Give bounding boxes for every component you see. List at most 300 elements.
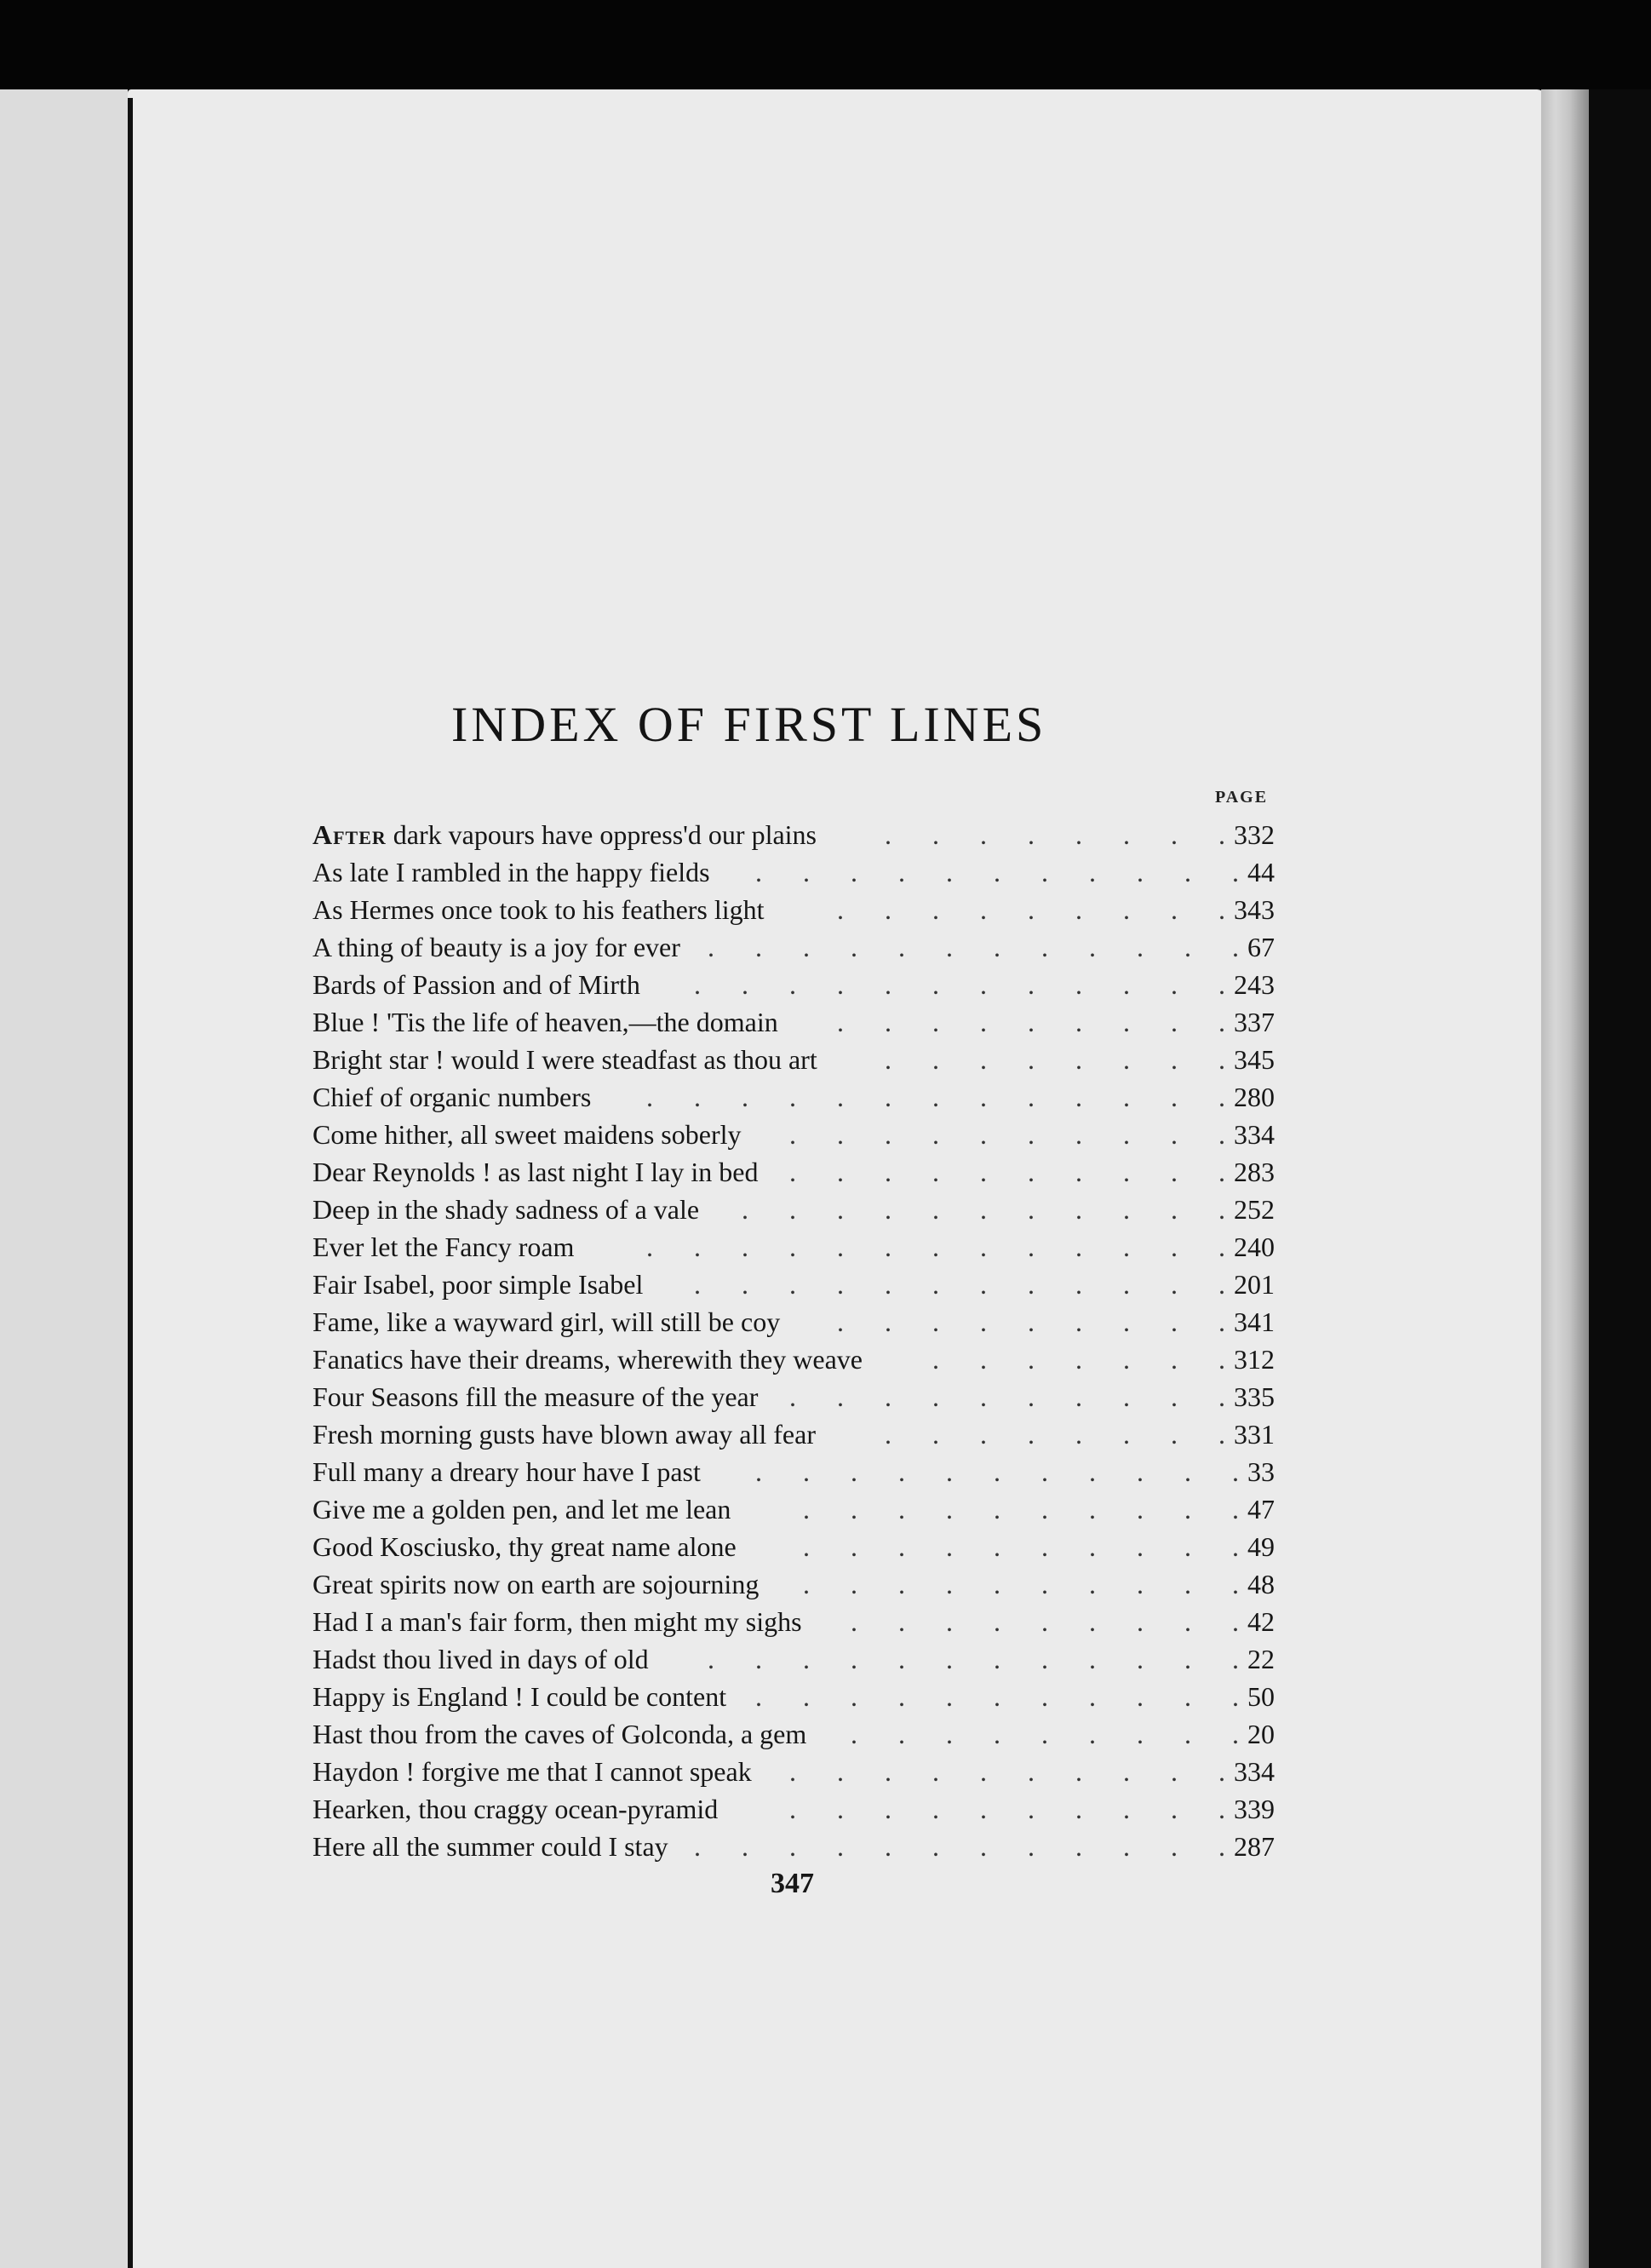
leader-dot: . xyxy=(885,1831,891,1862)
leader-dot: . xyxy=(1028,1269,1035,1300)
first-line-rest: As late I rambled in the happy fields xyxy=(312,857,710,887)
leader-dot: . xyxy=(646,1232,653,1262)
page-ref: 343 xyxy=(1234,894,1275,925)
leader-dot: . xyxy=(1041,1531,1048,1562)
first-line-rest: Bards of Passion and of Mirth xyxy=(312,969,640,1000)
leader-dot: . xyxy=(1123,1344,1130,1375)
leader-dot: . xyxy=(837,1007,844,1037)
leader-dot: . xyxy=(1123,894,1130,925)
index-entry xyxy=(312,966,1275,1003)
page-ref: 312 xyxy=(1234,1344,1275,1375)
leader-dot: . xyxy=(980,1794,987,1824)
leader-dot: . xyxy=(789,1381,796,1412)
leader-dot: . xyxy=(1232,1494,1239,1524)
leader-dot: . xyxy=(994,1531,1000,1562)
leader-dot: . xyxy=(1041,1456,1048,1487)
leader-dot: . xyxy=(932,969,939,1000)
page-ref: 283 xyxy=(1234,1157,1275,1187)
leader-dot: . xyxy=(1184,1681,1191,1712)
leader-dot: . xyxy=(1028,969,1035,1000)
first-line-text xyxy=(312,1828,668,1865)
leader-dot: . xyxy=(885,1269,891,1300)
leader-dot: . xyxy=(1171,1381,1178,1412)
page-ref: 345 xyxy=(1234,1044,1275,1075)
leader-dot: . xyxy=(1171,1044,1178,1075)
leader-dot: . xyxy=(994,1456,1000,1487)
leader-dot: . xyxy=(898,1644,905,1674)
leader-dot: . xyxy=(885,1381,891,1412)
leader-dot: . xyxy=(994,1681,1000,1712)
leader-dot: . xyxy=(994,857,1000,887)
leader-dot: . xyxy=(885,1306,891,1337)
leader-dot: . xyxy=(803,1569,810,1599)
leader-dot: . xyxy=(1028,1831,1035,1862)
first-line-text xyxy=(312,816,817,853)
page-ref: 287 xyxy=(1234,1831,1275,1862)
leader-dot: . xyxy=(994,1606,1000,1637)
leader-dot: . xyxy=(1218,894,1225,925)
leader-dot: . xyxy=(1218,1007,1225,1037)
leader-dot: . xyxy=(1028,1119,1035,1150)
leader-dot: . xyxy=(1218,969,1225,1000)
index-entry xyxy=(312,1828,1275,1865)
leader-dot: . xyxy=(946,1644,953,1674)
index-entry xyxy=(312,1228,1275,1266)
leader-dot: . xyxy=(708,1644,714,1674)
first-line-rest: Chief of organic numbers xyxy=(312,1082,592,1112)
leader-dot: . xyxy=(994,1494,1000,1524)
leader-dot: . xyxy=(1184,1569,1191,1599)
leader-dot: . xyxy=(1075,1007,1082,1037)
leader-dot: . xyxy=(1171,1119,1178,1150)
index-entry xyxy=(312,1753,1275,1790)
leader-dot: . xyxy=(803,1681,810,1712)
first-line-text xyxy=(312,1453,701,1490)
leader-dot: . xyxy=(980,894,987,925)
leader-dot: . xyxy=(1123,1831,1130,1862)
leader-dot: . xyxy=(1137,1681,1144,1712)
leader-dot: . xyxy=(742,969,748,1000)
leader-dot: . xyxy=(851,1531,857,1562)
leader-dot: . xyxy=(837,1194,844,1225)
leader-dot: . xyxy=(1184,1456,1191,1487)
leader-dot: . xyxy=(932,894,939,925)
page-ref: 243 xyxy=(1234,969,1275,1000)
page-ref: 240 xyxy=(1234,1232,1275,1262)
leader-dot: . xyxy=(946,932,953,962)
first-line-text xyxy=(312,1078,591,1116)
leader-dot: . xyxy=(980,1306,987,1337)
leader-dot: . xyxy=(837,1756,844,1787)
index-entry xyxy=(312,1715,1275,1753)
leader-dot: . xyxy=(980,1381,987,1412)
leader-dot: . xyxy=(1232,857,1239,887)
leader-dot: . xyxy=(1041,1681,1048,1712)
index-entry xyxy=(312,1041,1275,1078)
leader-dot: . xyxy=(1028,1794,1035,1824)
leader-dot: . xyxy=(1123,1157,1130,1187)
leader-dot: . xyxy=(694,1831,701,1862)
first-line-text xyxy=(312,1303,780,1341)
leader-dot: . xyxy=(946,1531,953,1562)
page-fore-edge xyxy=(1541,89,1589,2268)
page-ref: 341 xyxy=(1234,1306,1275,1337)
leader-dot: . xyxy=(898,857,905,887)
leader-dot: . xyxy=(1123,1007,1130,1037)
index-entry xyxy=(312,1341,1275,1378)
leader-dot: . xyxy=(1075,1381,1082,1412)
leader-dot: . xyxy=(789,1232,796,1262)
first-line-rest: Four Seasons fill the measure of the year xyxy=(312,1381,759,1412)
leader-dot: . xyxy=(994,1644,1000,1674)
leader-dot: . xyxy=(980,1044,987,1075)
first-line-rest: Fresh morning gusts have blown away all fear xyxy=(312,1419,816,1450)
leader-dot: . xyxy=(789,969,796,1000)
leader-dot: . xyxy=(1232,1644,1239,1674)
leader-dot: . xyxy=(946,1681,953,1712)
first-line-rest: Blue ! 'Tis the life of heaven,—the domain xyxy=(312,1007,778,1037)
leader-dot: . xyxy=(1171,1157,1178,1187)
leader-dot: . xyxy=(1075,1269,1082,1300)
first-line-text xyxy=(312,1378,758,1415)
leader-dot: . xyxy=(932,1381,939,1412)
leader-dot: . xyxy=(885,969,891,1000)
leader-dot: . xyxy=(1089,1606,1096,1637)
first-line-rest: Come hither, all sweet maidens soberly xyxy=(312,1119,742,1150)
index-entry xyxy=(312,1453,1275,1490)
leader-dot: . xyxy=(837,1082,844,1112)
first-line-text xyxy=(312,1116,741,1153)
leader-dot: . xyxy=(1171,1831,1178,1862)
leader-dot: . xyxy=(851,1719,857,1749)
leader-dot: . xyxy=(1041,1606,1048,1637)
leader-dot: . xyxy=(1089,1531,1096,1562)
page-column-header: PAGE xyxy=(1215,788,1269,807)
page-ref: 47 xyxy=(1247,1494,1275,1524)
leader-dot: . xyxy=(980,1419,987,1450)
leader-dot: . xyxy=(1028,1044,1035,1075)
index-entry xyxy=(312,1415,1275,1453)
leader-dot: . xyxy=(1028,894,1035,925)
index-entries xyxy=(312,816,1275,1865)
leader-dot: . xyxy=(803,1644,810,1674)
leader-dot: . xyxy=(1123,1082,1130,1112)
first-line-text xyxy=(312,966,640,1003)
leader-dot: . xyxy=(994,1569,1000,1599)
leader-dot: . xyxy=(1089,932,1096,962)
first-line-text xyxy=(312,1341,863,1378)
first-line-text xyxy=(312,1415,816,1453)
first-line-rest: Good Kosciusko, thy great name alone xyxy=(312,1531,737,1562)
leader-dot: . xyxy=(885,819,891,850)
leader-dot: . xyxy=(646,1082,653,1112)
leader-dot: . xyxy=(1137,1494,1144,1524)
leader-dot: . xyxy=(1184,857,1191,887)
leader-dot: . xyxy=(789,1756,796,1787)
leader-dot: . xyxy=(1123,1044,1130,1075)
leader-dot: . xyxy=(1218,1794,1225,1824)
leader-dot: . xyxy=(932,1344,939,1375)
leader-dot: . xyxy=(1171,1419,1178,1450)
leader-dot: . xyxy=(851,1681,857,1712)
leader-dot: . xyxy=(1089,1719,1096,1749)
first-line-rest: Hearken, thou craggy ocean-pyramid xyxy=(312,1794,719,1824)
index-entry xyxy=(312,1303,1275,1341)
page-ref: 44 xyxy=(1247,857,1275,887)
first-line-text xyxy=(312,1228,574,1266)
leader-dot: . xyxy=(932,1007,939,1037)
leader-dot: . xyxy=(803,1456,810,1487)
leader-dot: . xyxy=(837,1232,844,1262)
leader-dot: . xyxy=(946,1494,953,1524)
index-entry xyxy=(312,891,1275,928)
index-entry xyxy=(312,1078,1275,1116)
leader-dot: . xyxy=(1123,1119,1130,1150)
page-ref: 335 xyxy=(1234,1381,1275,1412)
leader-dot: . xyxy=(1218,1157,1225,1187)
index-entry xyxy=(312,1191,1275,1228)
leader-dot: . xyxy=(980,1007,987,1037)
leader-dot: . xyxy=(885,1194,891,1225)
leader-dot: . xyxy=(1171,1082,1178,1112)
first-line-text xyxy=(312,1565,759,1603)
leader-dot: . xyxy=(1171,1269,1178,1300)
leader-dot: . xyxy=(994,1719,1000,1749)
leader-dot: . xyxy=(1028,819,1035,850)
leader-dot: . xyxy=(946,1569,953,1599)
leader-dot: . xyxy=(885,1232,891,1262)
leader-dot: . xyxy=(1137,1719,1144,1749)
first-line-rest: As Hermes once took to his feathers light xyxy=(312,894,765,925)
leader-dot: . xyxy=(1218,1381,1225,1412)
leader-dot: . xyxy=(1137,1644,1144,1674)
leader-dot: . xyxy=(1041,1494,1048,1524)
leader-dot: . xyxy=(837,1381,844,1412)
index-entry xyxy=(312,1678,1275,1715)
leader-dot: . xyxy=(789,1119,796,1150)
leader-dot: . xyxy=(1123,1794,1130,1824)
page-ref: 20 xyxy=(1247,1719,1275,1749)
scan-border xyxy=(1589,89,1651,2268)
leader-dot: . xyxy=(932,1194,939,1225)
leader-dot: . xyxy=(1028,1157,1035,1187)
leader-dot: . xyxy=(1218,1232,1225,1262)
page-ref: 334 xyxy=(1234,1756,1275,1787)
leader-dot: . xyxy=(1123,969,1130,1000)
leader-dot: . xyxy=(946,1606,953,1637)
leader-dot: . xyxy=(694,1232,701,1262)
leader-dot: . xyxy=(742,1831,748,1862)
leader-dot: . xyxy=(851,1569,857,1599)
leader-dot: . xyxy=(1218,1082,1225,1112)
leader-dot: . xyxy=(885,1119,891,1150)
leader-dot: . xyxy=(980,1232,987,1262)
facing-page-edge xyxy=(0,89,128,2268)
leader-dot: . xyxy=(898,1456,905,1487)
leader-dot: . xyxy=(803,932,810,962)
leader-dot: . xyxy=(755,1456,762,1487)
leader-dot: . xyxy=(1075,894,1082,925)
first-line-rest: Deep in the shady sadness of a vale xyxy=(312,1194,700,1225)
page-ref: 42 xyxy=(1247,1606,1275,1637)
leader-dot: . xyxy=(980,1119,987,1150)
leader-dot: . xyxy=(932,1157,939,1187)
leader-dot: . xyxy=(837,1119,844,1150)
leader-dot: . xyxy=(1123,1232,1130,1262)
leader-dot: . xyxy=(885,1756,891,1787)
leader-dot: . xyxy=(932,1831,939,1862)
first-line-text xyxy=(312,1041,817,1078)
leader-dot: . xyxy=(837,1157,844,1187)
leader-dot: . xyxy=(1232,1569,1239,1599)
page-ref: 33 xyxy=(1247,1456,1275,1487)
leader-dot: . xyxy=(1184,1606,1191,1637)
first-line-rest: A thing of beauty is a joy for ever xyxy=(312,932,680,962)
leader-dot: . xyxy=(1171,1756,1178,1787)
leader-dot: . xyxy=(1123,1756,1130,1787)
leader-dot: . xyxy=(1171,1794,1178,1824)
leader-dot: . xyxy=(980,819,987,850)
leader-dot: . xyxy=(1075,1082,1082,1112)
leader-dot: . xyxy=(1218,1044,1225,1075)
first-line-rest: Hadst thou lived in days of old xyxy=(312,1644,649,1674)
leader-dot: . xyxy=(851,1606,857,1637)
leader-dot: . xyxy=(1075,1306,1082,1337)
leader-dot: . xyxy=(885,1419,891,1450)
leader-dot: . xyxy=(1028,1007,1035,1037)
leader-dot: . xyxy=(803,1494,810,1524)
leader-dot: . xyxy=(789,1269,796,1300)
leader-dot: . xyxy=(1028,1194,1035,1225)
leader-dot: . xyxy=(932,1232,939,1262)
first-line-text xyxy=(312,891,765,928)
first-line-text xyxy=(312,1003,778,1041)
leader-dot: . xyxy=(851,1494,857,1524)
leader-dot: . xyxy=(898,1569,905,1599)
leader-dot: . xyxy=(789,1082,796,1112)
leader-dot: . xyxy=(932,819,939,850)
leader-dot: . xyxy=(1218,1756,1225,1787)
leader-dot: . xyxy=(1232,1719,1239,1749)
leader-dot: . xyxy=(1075,1044,1082,1075)
leader-dot: . xyxy=(803,1531,810,1562)
leader-dot: . xyxy=(1171,1306,1178,1337)
leader-dot: . xyxy=(980,1344,987,1375)
leader-dot: . xyxy=(980,1157,987,1187)
page-ref: 49 xyxy=(1247,1531,1275,1562)
index-entry xyxy=(312,1378,1275,1415)
first-line-text xyxy=(312,1528,737,1565)
page-ref: 332 xyxy=(1234,819,1275,850)
page-ref: 331 xyxy=(1234,1419,1275,1450)
leader-dot: . xyxy=(1075,1831,1082,1862)
leader-dot: . xyxy=(1171,1344,1178,1375)
index-entry xyxy=(312,1003,1275,1041)
index-entry xyxy=(312,1565,1275,1603)
index-entry xyxy=(312,1266,1275,1303)
first-line-text xyxy=(312,1191,699,1228)
leader-dot: . xyxy=(1089,857,1096,887)
leader-dot: . xyxy=(1232,1456,1239,1487)
leader-dot: . xyxy=(980,1831,987,1862)
leader-dot: . xyxy=(932,1794,939,1824)
leader-dot: . xyxy=(1075,1794,1082,1824)
leader-dot: . xyxy=(1184,1531,1191,1562)
leader-dot: . xyxy=(789,1194,796,1225)
leader-dot: . xyxy=(789,1831,796,1862)
leader-dot: . xyxy=(1075,1194,1082,1225)
leader-dot: . xyxy=(1184,1719,1191,1749)
first-line-text xyxy=(312,928,680,966)
leader-dot: . xyxy=(980,1756,987,1787)
leader-dot: . xyxy=(885,894,891,925)
leader-dot: . xyxy=(1232,1681,1239,1712)
leader-dot: . xyxy=(1184,1644,1191,1674)
leader-dot: . xyxy=(898,1719,905,1749)
leader-dot: . xyxy=(755,932,762,962)
page-ref: 201 xyxy=(1234,1269,1275,1300)
first-line-text xyxy=(312,1490,731,1528)
first-line-text xyxy=(312,1678,726,1715)
leader-dot: . xyxy=(1123,1194,1130,1225)
page-ref: 337 xyxy=(1234,1007,1275,1037)
leader-dot: . xyxy=(1137,1531,1144,1562)
leader-dot: . xyxy=(898,932,905,962)
leader-dot: . xyxy=(980,1082,987,1112)
leader-dot: . xyxy=(742,1082,748,1112)
leader-dot: . xyxy=(1184,932,1191,962)
page-title: INDEX OF FIRST LINES xyxy=(451,697,1047,752)
leader-dot: . xyxy=(946,1456,953,1487)
leader-dot: . xyxy=(898,1494,905,1524)
page-ref: 22 xyxy=(1247,1644,1275,1674)
leader-dot: . xyxy=(1089,1569,1096,1599)
leader-dot: . xyxy=(851,1644,857,1674)
leader-dot: . xyxy=(1232,1531,1239,1562)
leader-dot: . xyxy=(1089,1681,1096,1712)
leader-dot: . xyxy=(694,1082,701,1112)
leader-dot: . xyxy=(1075,1344,1082,1375)
leader-dot: . xyxy=(1137,857,1144,887)
leader-dot: . xyxy=(694,1269,701,1300)
leader-dot: . xyxy=(885,1082,891,1112)
first-line-rest: Give me a golden pen, and let me lean xyxy=(312,1494,731,1524)
leader-dot: . xyxy=(1123,1269,1130,1300)
leader-dot: . xyxy=(694,969,701,1000)
leader-dot: . xyxy=(980,969,987,1000)
first-line-rest: Fanatics have their dreams, wherewith they weave xyxy=(312,1344,863,1375)
leader-dot: . xyxy=(755,1644,762,1674)
leader-dot: . xyxy=(932,1082,939,1112)
first-line-rest: Haydon ! forgive me that I cannot speak xyxy=(312,1756,752,1787)
leader-dot: . xyxy=(837,969,844,1000)
page-ref: 280 xyxy=(1234,1082,1275,1112)
leader-dot: . xyxy=(1028,1419,1035,1450)
leader-dot: . xyxy=(1089,1494,1096,1524)
page-number: 347 xyxy=(771,1868,814,1899)
leader-dot: . xyxy=(789,1794,796,1824)
index-entry xyxy=(312,1116,1275,1153)
leader-dot: . xyxy=(837,894,844,925)
leader-dot: . xyxy=(1123,1381,1130,1412)
page-gutter-line xyxy=(128,98,133,2268)
leader-dot: . xyxy=(1028,1381,1035,1412)
leader-dot: . xyxy=(932,1044,939,1075)
index-entry xyxy=(312,1153,1275,1191)
first-line-text xyxy=(312,1753,752,1790)
leader-dot: . xyxy=(1041,1644,1048,1674)
page-ref: 252 xyxy=(1234,1194,1275,1225)
